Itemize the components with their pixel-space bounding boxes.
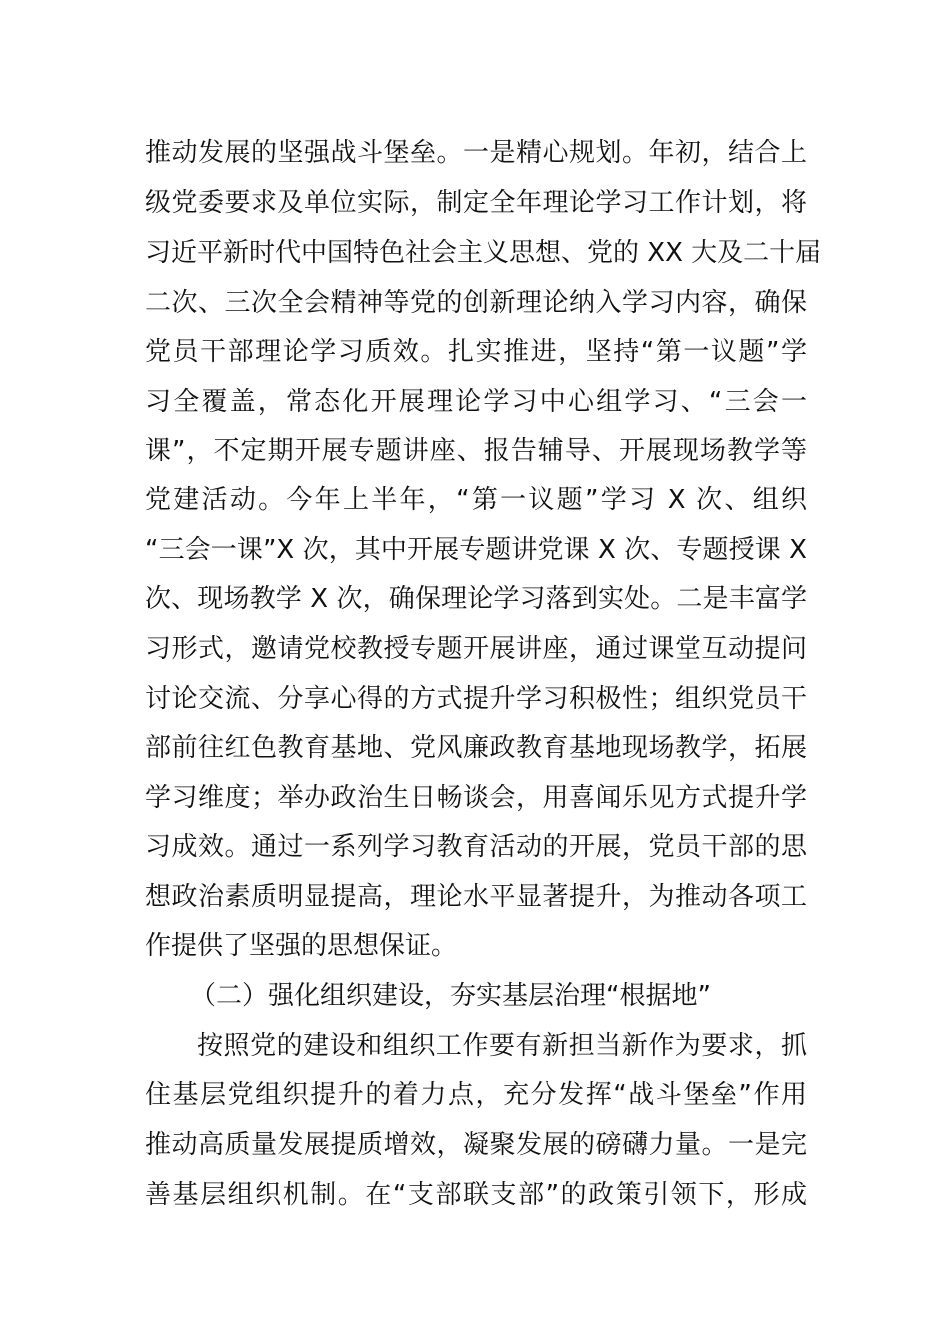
body-text-line: “三会一课”X 次，其中开展专题讲党课 X 次、专题授课 X [145, 535, 807, 565]
body-text-line: 部前往红色教育基地、党风廉政教育基地现场教学，拓展 [145, 733, 807, 763]
body-text-line: 想政治素质明显提高，理论水平显著提升，为推动各项工 [145, 882, 807, 912]
body-text-line: 讨论交流、分享心得的方式提升学习积极性；组织党员干 [145, 684, 807, 714]
body-text-line: 习成效。通过一系列学习教育活动的开展，党员干部的思 [145, 832, 807, 862]
body-text-line: 推动发展的坚强战斗堡垒。一是精心规划。年初，结合上 [145, 138, 807, 168]
paragraph-first-line: 按照党的建设和组织工作要有新担当新作为要求，抓 [197, 1031, 807, 1061]
body-text-line: 党建活动。今年上半年，“第一议题”学习 X 次、组织 [145, 485, 807, 515]
body-text-line: 善基层组织机制。在“支部联支部”的政策引领下，形成 [145, 1180, 807, 1210]
body-text-line: 习全覆盖，常态化开展理论学习中心组学习、“三会一 [145, 387, 807, 417]
body-text-line: 住基层党组织提升的着力点，充分发挥“战斗堡垒”作用 [145, 1080, 807, 1110]
body-text-line: 推动高质量发展提质增效，凝聚发展的磅礴力量。一是完 [145, 1130, 807, 1160]
body-text-line: 党员干部理论学习质效。扎实推进，坚持“第一议题”学 [145, 337, 807, 367]
body-text-line: 级党委要求及单位实际，制定全年理论学习工作计划，将 [145, 188, 807, 218]
body-text-line: 学习维度；举办政治生日畅谈会，用喜闻乐见方式提升学 [145, 783, 807, 813]
body-text-line: 习近平新时代中国特色社会主义思想、党的 XX 大及二十届 [145, 238, 822, 268]
section-heading: （二）强化组织建设，夯实基层治理“根据地” [190, 981, 711, 1011]
body-text-line: 习形式，邀请党校教授专题开展讲座，通过课堂互动提问 [145, 634, 807, 664]
body-text-line: 作提供了坚强的思想保证。 [145, 931, 458, 961]
body-text-line: 次、现场教学 X 次，确保理论学习落到实处。二是丰富学 [145, 584, 807, 614]
body-text-line: 课”，不定期开展专题讲座、报告辅导、开展现场教学等 [145, 436, 807, 466]
body-text-line: 二次、三次全会精神等党的创新理论纳入学习内容，确保 [145, 288, 807, 318]
